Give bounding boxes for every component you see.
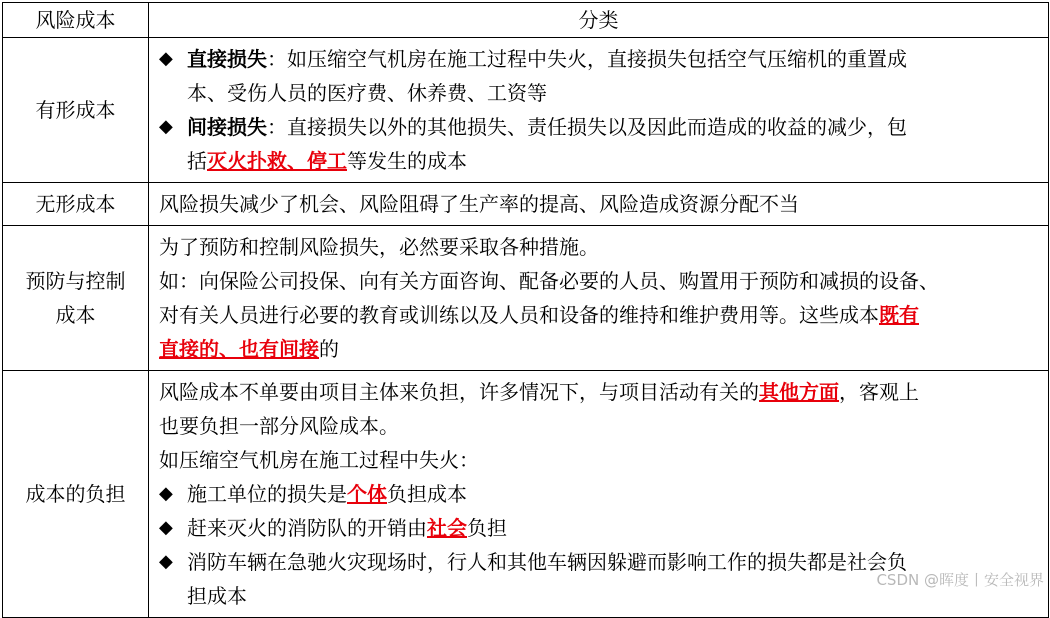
indirect-loss-term: 间接损失 xyxy=(187,115,267,139)
highlight-society: 社会 xyxy=(427,516,467,540)
row-label-prevention-line1: 预防与控制 xyxy=(25,269,126,293)
row-label-prevention xyxy=(3,226,149,371)
diamond-bullet-icon: ◆ xyxy=(159,551,173,572)
indirect-loss-text: ：直接损失以外的其他损失、责任损失以及因此而造成的收益的减少，包 xyxy=(267,115,907,139)
table-row xyxy=(3,183,1049,226)
row-label-burden: 成本的负担 xyxy=(3,371,149,618)
header-cost-type: 风险成本 xyxy=(3,3,149,38)
indirect-loss-pre: 括 xyxy=(187,149,207,173)
burden-b3-line1: 消防车辆在急驰火灾现场时，行人和其他车辆因躲避而影响工作的损失都是社会负 xyxy=(187,550,907,574)
highlight-firefighting: 灭火扑救、停工 xyxy=(207,149,347,173)
row-label-tangible: 有形成本 xyxy=(3,38,149,183)
csdn-watermark: CSDN @晖度丨安全视界 xyxy=(876,571,1044,589)
bullet-item xyxy=(159,477,1038,511)
burden-b1-pre: 施工单位的损失是 xyxy=(187,482,347,506)
highlight-both-direct: 既有 xyxy=(879,303,919,327)
intangible-text: 风险损失减少了机会、风险阻碍了生产率的提高、风险造成资源分配不当 xyxy=(159,192,799,216)
diamond-bullet-icon: ◆ xyxy=(159,483,173,504)
highlight-direct-indirect: 直接的、也有间接 xyxy=(159,337,319,361)
burden-line2: 也要负担一部分风险成本。 xyxy=(159,414,399,438)
burden-line1-post: ，客观上 xyxy=(839,380,919,404)
row-label-prevention-line2: 成本 xyxy=(55,303,96,327)
prevention-line4-post: 的 xyxy=(319,337,339,361)
diamond-bullet-icon: ◆ xyxy=(159,517,173,538)
direct-loss-term: 直接损失 xyxy=(187,47,267,71)
burden-b2-pre: 赶来灭火的消防队的开销由 xyxy=(187,516,427,540)
prevention-line3: 对有关人员进行必要的教育或训练以及人员和设备的维持和维护费用等。这些成本 xyxy=(159,303,879,327)
diamond-bullet-icon: ◆ xyxy=(159,48,173,69)
prevention-line1: 为了预防和控制风险损失，必然要采取各种措施。 xyxy=(159,235,599,259)
burden-b2-post: 负担 xyxy=(467,516,507,540)
burden-line1: 风险成本不单要由项目主体来负担，许多情况下，与项目活动有关的 xyxy=(159,380,759,404)
bullet-item xyxy=(159,42,1038,110)
prevention-content xyxy=(149,226,1049,371)
tangible-content xyxy=(149,38,1049,183)
row-label-intangible: 无形成本 xyxy=(3,183,149,226)
header-classification: 分类 xyxy=(149,3,1049,38)
diamond-bullet-icon: ◆ xyxy=(159,116,173,137)
table-row xyxy=(3,38,1049,183)
prevention-line2: 如：向保险公司投保、向有关方面咨询、配备必要的人员、购置用于预防和减损的设备、 xyxy=(159,269,939,293)
highlight-other-parties: 其他方面 xyxy=(759,380,839,404)
burden-b1-post: 负担成本 xyxy=(387,482,467,506)
bullet-item xyxy=(159,511,1038,545)
direct-loss-text-cont: 本、受伤人员的医疗费、休养费、工资等 xyxy=(187,81,547,105)
highlight-individual: 个体 xyxy=(347,482,387,506)
risk-cost-table xyxy=(2,2,1049,618)
bullet-item xyxy=(159,110,1038,178)
table-row xyxy=(3,226,1049,371)
burden-b3-line2: 担成本 xyxy=(187,584,247,608)
header-row xyxy=(3,3,1049,38)
direct-loss-text: ：如压缩空气机房在施工过程中失火，直接损失包括空气压缩机的重置成 xyxy=(267,47,907,71)
indirect-loss-post: 等发生的成本 xyxy=(347,149,467,173)
intangible-content xyxy=(149,183,1049,226)
burden-line3: 如压缩空气机房在施工过程中失火： xyxy=(159,448,479,472)
